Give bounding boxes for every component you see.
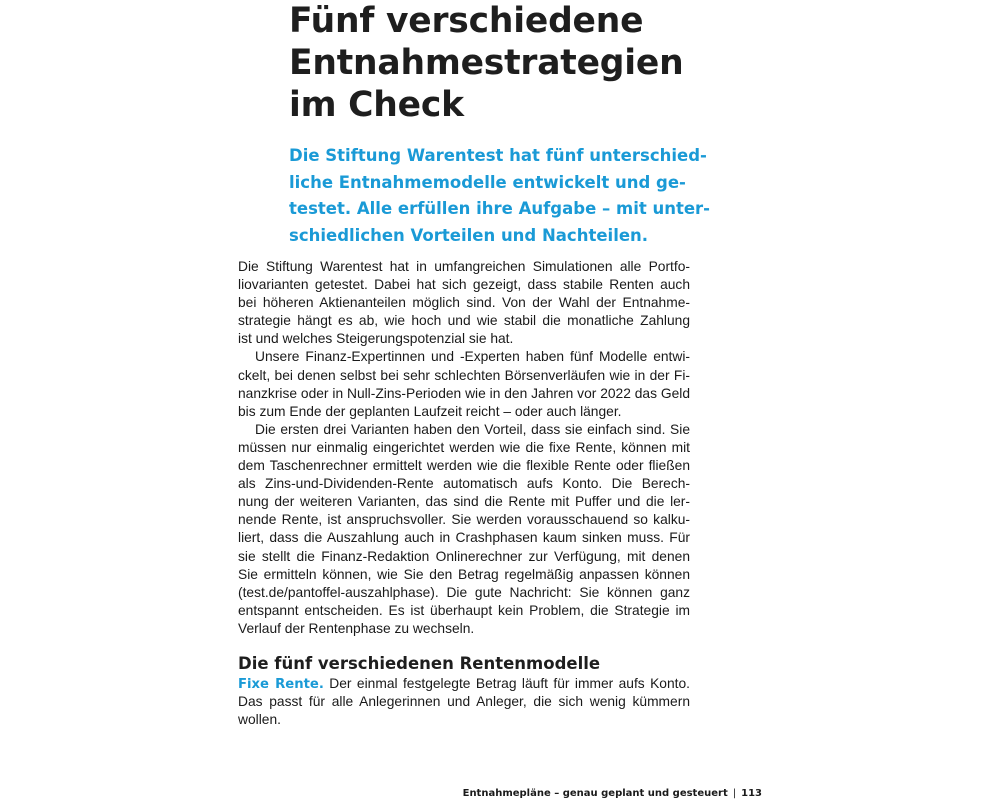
lead-line: Die Stiftung Warentest hat fünf unterschied- — [289, 146, 707, 165]
body-line: strategie hängt es ab, wie hoch und wie stabil die monatliche Zahlung — [238, 313, 690, 329]
body-line: nanzkrise oder in Null-Zins-Perioden wie in den Jahren vor 2022 das Geld — [238, 385, 690, 401]
running-title: Entnahmepläne – genau geplant und gesteuert — [462, 788, 728, 799]
page-title-line: im Check — [289, 85, 464, 125]
section-heading: Die fünf verschiedenen Rentenmodelle — [238, 654, 601, 673]
body-line: nende Rente, ist anspruchsvoller. Sie werden vorausschauend so kalku- — [238, 512, 690, 528]
body-line: dem Taschenrechner ermittelt werden wie die flexible Rente oder fließen — [238, 458, 690, 474]
body-line: nung der weiteren Varianten, das sind die Rente mit Puffer und die ler- — [238, 494, 690, 510]
model-description: Der einmal festgelegte Betrag läuft für immer aufs Konto. — [323, 676, 690, 691]
body-line: als Zins-und-Dividenden-Rente automatisch aufs Konto. Die Berech- — [238, 476, 690, 492]
body-line: müssen nur einmalig eingerichtet werden wie die fixe Rente, können mit — [238, 439, 690, 455]
page-title-line: Entnahmestrategien — [289, 43, 684, 83]
body-text — [238, 258, 690, 638]
model-line — [238, 675, 690, 693]
body-line: Die ersten drei Varianten haben den Vorteil, dass sie einfach sind. Sie — [255, 421, 690, 437]
page-title-line: Fünf verschiedene — [289, 1, 644, 41]
page-title — [289, 0, 729, 126]
body-line: liovarianten getestet. Dabei hat sich gezeigt, dass stabile Renten auch — [238, 277, 690, 293]
body-paragraph-2 — [238, 348, 690, 420]
lead-paragraph — [289, 143, 709, 249]
body-line: bis zum Ende der geplanten Laufzeit reicht – oder auch länger. — [238, 403, 622, 419]
lead-line: liche Entnahmemodelle entwickelt und ge- — [289, 172, 686, 192]
page-number: 113 — [741, 788, 762, 799]
body-line: Verlauf der Rentenphase zu wechseln. — [238, 620, 475, 636]
body-line: bei höheren Aktienanteilen möglich sind. Von der Wahl der Entnahme- — [238, 295, 690, 311]
body-line: Sie ermitteln können, wie Sie den Betrag regelmäßig anpassen können — [238, 566, 690, 582]
model-line: wollen. — [238, 712, 281, 728]
body-line: entspannt entscheiden. Es ist überhaupt kein Problem, die Strategie im — [238, 602, 690, 618]
body-line: (test.de/pantoffel-auszahlphase). Die gute Nachricht: Sie können ganz — [238, 584, 690, 600]
body-line: sie stellt die Finanz-Redaktion Onlinerechner zur Verfügung, mit denen — [238, 548, 690, 564]
model-label: Fixe Rente. — [238, 677, 324, 692]
page-footer — [463, 787, 762, 800]
body-paragraph-3 — [238, 421, 690, 638]
body-line: liert, dass die Auszahlung auch in Crashphasen kaum sinken muss. Für — [238, 530, 690, 546]
body-paragraph-1 — [238, 258, 690, 348]
body-line: ist und welches Steigerungspotenzial sie hat. — [238, 331, 514, 347]
lead-line: testet. Alle erfüllen ihre Aufgabe – mit unter- — [289, 199, 711, 218]
lead-line: schiedlichen Vorteilen und Nachteilen. — [289, 225, 649, 245]
footer-separator: | — [732, 788, 737, 799]
model-fixed-pension — [238, 675, 690, 729]
body-line: ckelt, bei denen selbst bei sehr schlechten Börsenverläufen wie in der Fi- — [238, 367, 690, 383]
body-line: Die Stiftung Warentest hat in umfangreichen Simulationen alle Portfo- — [238, 259, 690, 274]
body-line: Unsere Finanz-Expertinnen und -Experten haben fünf Modelle entwi- — [255, 349, 690, 365]
model-line: Das passt für alle Anlegerinnen und Anleger, die sich wenig kümmern — [238, 694, 690, 710]
